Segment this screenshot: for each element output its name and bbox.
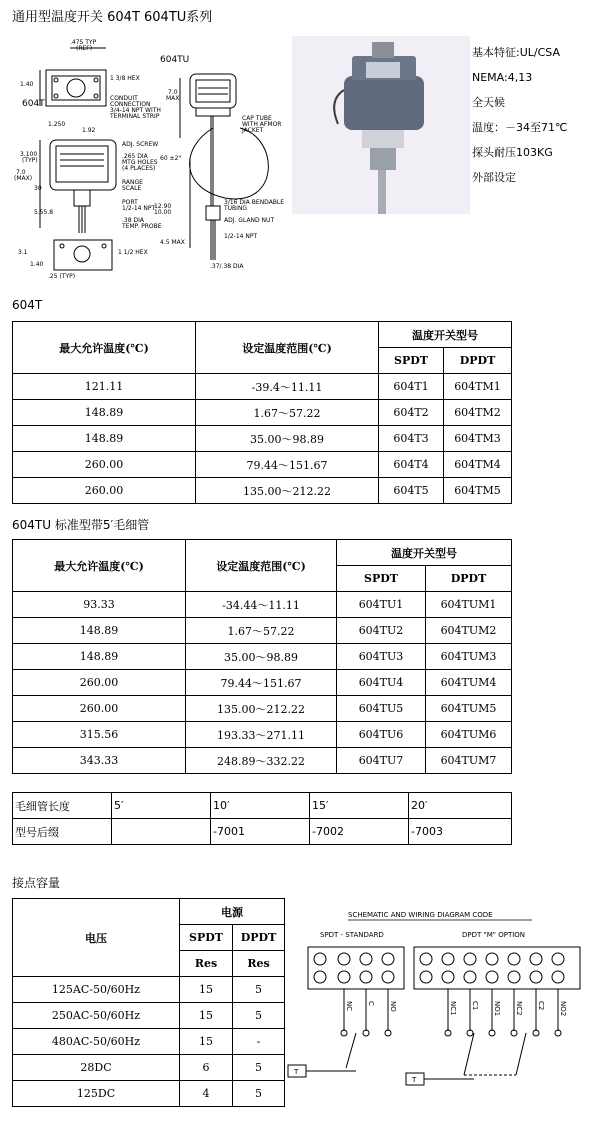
cell <box>112 819 211 845</box>
terminal-screw <box>442 971 454 983</box>
cell: -39.4～11.11 <box>196 374 379 400</box>
cell: 604T2 <box>379 400 444 426</box>
svg-text:3.1: 3.1 <box>18 249 28 256</box>
cell: 604TUM1 <box>426 592 512 618</box>
cell: 93.33 <box>13 592 186 618</box>
cell: 79.44～151.67 <box>186 670 337 696</box>
cell: 604TM5 <box>444 478 512 504</box>
svg-text:MAX: MAX <box>166 95 180 102</box>
col-res: Res <box>233 951 285 977</box>
cell: 604TU3 <box>337 644 426 670</box>
terminal-screw <box>338 971 350 983</box>
svg-text:.25 (TYP): .25 (TYP) <box>48 273 76 280</box>
cell: 型号后缀 <box>13 819 112 845</box>
table-row <box>13 452 512 478</box>
svg-text:PORT: PORT <box>122 199 138 206</box>
cell: 604TU7 <box>337 748 426 774</box>
specs-list <box>472 40 567 190</box>
svg-text:TUBING: TUBING <box>224 205 248 212</box>
terminal-label: NO2 <box>559 1001 567 1017</box>
table-row <box>13 977 285 1003</box>
cell: 604TUM3 <box>426 644 512 670</box>
svg-text:3.100: 3.100 <box>20 151 38 158</box>
terminal-screw <box>360 971 372 983</box>
terminal-label: C2 <box>537 1001 545 1011</box>
label-604t: 604T <box>22 99 45 109</box>
spdt-label: SPDT - STANDARD <box>320 931 384 939</box>
terminal-label: NO <box>389 1001 397 1012</box>
t-label: T <box>294 1068 299 1076</box>
cell: 148.89 <box>13 644 186 670</box>
spec-item: NEMA:4,13 <box>472 71 533 84</box>
svg-text:1/2-14 NPT: 1/2-14 NPT <box>224 233 258 240</box>
cell: 604TM3 <box>444 426 512 452</box>
cell: 5 <box>233 1055 285 1081</box>
dim-label-conduit: CONDUIT <box>110 95 138 102</box>
cell: - <box>233 1029 285 1055</box>
spec-item: 探头耐压103KG <box>472 146 553 159</box>
dim-label-hex: 1 3/8 HEX <box>110 75 140 82</box>
table-capillary <box>12 792 512 845</box>
cell: 148.89 <box>13 618 186 644</box>
product-photo <box>292 36 470 214</box>
cell: 250AC-50/60Hz <box>13 1003 180 1029</box>
table-contacts <box>12 898 285 1107</box>
svg-text:10.00: 10.00 <box>154 209 172 216</box>
terminal-label: NC1 <box>449 1001 457 1016</box>
terminal-screw <box>382 971 394 983</box>
svg-text:ADJ. SCREW: ADJ. SCREW <box>122 141 159 148</box>
cell: 148.89 <box>13 400 196 426</box>
cell: 260.00 <box>13 696 186 722</box>
svg-text:1 1/2 HEX: 1 1/2 HEX <box>118 249 148 256</box>
terminal-screw <box>464 971 476 983</box>
cell: 1.67～57.22 <box>196 400 379 426</box>
col-voltage: 电压 <box>13 899 180 977</box>
svg-text:7.0: 7.0 <box>16 169 26 176</box>
table-row <box>13 478 512 504</box>
cell: 4 <box>180 1081 233 1107</box>
cell: 148.89 <box>13 426 196 452</box>
cell: -34.44～11.11 <box>186 592 337 618</box>
cell: 604TM4 <box>444 452 512 478</box>
cell: 248.89～332.22 <box>186 748 337 774</box>
cell: 604TU4 <box>337 670 426 696</box>
cell: 35.00～98.89 <box>186 644 337 670</box>
dimension-drawing <box>10 28 285 280</box>
col-spdt: SPDT <box>180 925 233 951</box>
cell: 125AC-50/60Hz <box>13 977 180 1003</box>
cell: 604T5 <box>379 478 444 504</box>
cell: 15 <box>180 977 233 1003</box>
col-dpdt: DPDT <box>426 566 512 592</box>
dpdt-label: DPDT "M" OPTION <box>462 931 526 939</box>
cell: 5′ <box>112 793 211 819</box>
cell: 5 <box>233 1081 285 1107</box>
col-dpdt: DPDT <box>444 348 512 374</box>
schematic-title: SCHEMATIC AND WIRING DIAGRAM CODE <box>348 911 493 919</box>
terminal-screw <box>420 953 432 965</box>
svg-text:CONNECTION: CONNECTION <box>110 101 151 108</box>
table-row <box>13 696 512 722</box>
terminal-screw <box>338 953 350 965</box>
svg-text:.38 DIA: .38 DIA <box>122 217 144 224</box>
col-max-temp: 最大允许温度(℃) <box>13 540 186 592</box>
terminal-label: C1 <box>471 1001 479 1011</box>
cell: 121.11 <box>13 374 196 400</box>
col-range: 设定温度范围(℃) <box>196 322 379 374</box>
terminal-screw <box>442 953 454 965</box>
cell: 604TU6 <box>337 722 426 748</box>
svg-text:MTG HOLES: MTG HOLES <box>122 159 158 166</box>
page-title: 通用型温度开关 604T 604TU系列 <box>12 10 213 25</box>
cell: -7003 <box>409 819 512 845</box>
terminal-screw <box>486 953 498 965</box>
terminal-screw <box>552 953 564 965</box>
cell: 1.67～57.22 <box>186 618 337 644</box>
cell: 260.00 <box>13 670 186 696</box>
svg-text:(MAX): (MAX) <box>14 175 33 182</box>
table-row <box>13 1003 285 1029</box>
svg-text:(4 PLACES): (4 PLACES) <box>122 165 156 172</box>
svg-text:3/4-14 NPT WITH: 3/4-14 NPT WITH <box>110 107 161 114</box>
cell: 135.00～212.22 <box>196 478 379 504</box>
terminal-screw <box>508 971 520 983</box>
table-604tu <box>12 539 512 774</box>
svg-text:ADJ. GLAND NUT: ADJ. GLAND NUT <box>224 217 275 224</box>
cell: 604TUM7 <box>426 748 512 774</box>
section-label-604tu: 604TU 标准型带5′毛细管 <box>12 518 150 532</box>
cell: 10′ <box>211 793 310 819</box>
cell: 604TUM6 <box>426 722 512 748</box>
cell: 604TUM4 <box>426 670 512 696</box>
terminal-screw <box>552 971 564 983</box>
cell: 343.33 <box>13 748 186 774</box>
cell: 6 <box>180 1055 233 1081</box>
cell: 604TUM5 <box>426 696 512 722</box>
cell: 35.00～98.89 <box>196 426 379 452</box>
cell: 5 <box>233 977 285 1003</box>
t-label: T <box>412 1076 417 1084</box>
col-model: 温度开关型号 <box>379 322 512 348</box>
cell: 604TM1 <box>444 374 512 400</box>
section-label-604t: 604T <box>12 298 43 312</box>
svg-text:3/16 DIA BENDABLE: 3/16 DIA BENDABLE <box>224 199 285 206</box>
table-row <box>13 1029 285 1055</box>
604tu-head <box>190 74 236 108</box>
svg-text:1/2-14 NPT: 1/2-14 NPT <box>122 205 156 212</box>
svg-text:.265 DIA: .265 DIA <box>122 153 148 160</box>
spec-item: 全天候 <box>472 96 505 109</box>
col-power: 电源 <box>180 899 285 925</box>
table-row <box>13 1081 285 1107</box>
cell: 315.56 <box>13 722 186 748</box>
col-max-temp: 最大允许温度(℃) <box>13 322 196 374</box>
terminal-screw <box>314 953 326 965</box>
cell: 20′ <box>409 793 512 819</box>
cell: 604TM2 <box>444 400 512 426</box>
terminal-screw <box>508 953 520 965</box>
col-res: Res <box>180 951 233 977</box>
terminal-label: NC2 <box>515 1001 523 1016</box>
terminal-screw <box>420 971 432 983</box>
dim-label-140: 1.40 <box>20 81 34 88</box>
cell: 15′ <box>310 793 409 819</box>
col-model: 温度开关型号 <box>337 540 512 566</box>
cell: 604TUM2 <box>426 618 512 644</box>
cell: 15 <box>180 1029 233 1055</box>
cell: -7002 <box>310 819 409 845</box>
table-row <box>13 400 512 426</box>
svg-text:1.92: 1.92 <box>82 127 96 134</box>
table-row <box>13 722 512 748</box>
cell: -7001 <box>211 819 310 845</box>
terminal-label: C <box>367 1001 375 1006</box>
cell: 260.00 <box>13 452 196 478</box>
col-range: 设定温度范围(℃) <box>186 540 337 592</box>
svg-text:WITH AFMOR: WITH AFMOR <box>242 121 282 128</box>
svg-text:(TYP): (TYP) <box>22 157 38 164</box>
terminal-label: NO1 <box>493 1001 501 1017</box>
col-dpdt: DPDT <box>233 925 285 951</box>
svg-text:5.55.8: 5.55.8 <box>34 209 54 216</box>
table-row <box>13 374 512 400</box>
cell: 15 <box>180 1003 233 1029</box>
section-label-contacts: 接点容量 <box>12 876 61 890</box>
dim-label-ref: (REF) <box>76 45 93 52</box>
svg-text:CAP TUBE: CAP TUBE <box>242 115 272 122</box>
table-row <box>13 670 512 696</box>
terminal-screw <box>530 971 542 983</box>
cell: 毛细管长度 <box>13 793 112 819</box>
label-604tu: 604TU <box>160 55 190 65</box>
terminal-label: NC <box>345 1001 353 1012</box>
table-row <box>13 748 512 774</box>
terminal-screw <box>464 953 476 965</box>
svg-text:4.5 MAX: 4.5 MAX <box>160 239 185 246</box>
svg-text:1.40: 1.40 <box>30 261 44 268</box>
cell: 5 <box>233 1003 285 1029</box>
svg-text:SCALE: SCALE <box>122 185 142 192</box>
cell: 604TU2 <box>337 618 426 644</box>
terminal-screw <box>382 953 394 965</box>
cell: 135.00～212.22 <box>186 696 337 722</box>
terminal-screw <box>486 971 498 983</box>
table-604t <box>12 321 512 504</box>
svg-text:12.90: 12.90 <box>154 203 172 210</box>
col-spdt: SPDT <box>379 348 444 374</box>
svg-text:RANGE: RANGE <box>122 179 143 186</box>
table-row <box>13 819 512 845</box>
cell: 28DC <box>13 1055 180 1081</box>
cell: 193.33～271.11 <box>186 722 337 748</box>
svg-text:7.0: 7.0 <box>168 89 178 96</box>
terminal-screw <box>314 971 326 983</box>
cell: 604TU5 <box>337 696 426 722</box>
terminal-screw <box>530 953 542 965</box>
svg-text:TEMP. PROBE: TEMP. PROBE <box>122 223 162 230</box>
cell: 604T3 <box>379 426 444 452</box>
cell: 604T1 <box>379 374 444 400</box>
spec-item: 温度：－34至71℃ <box>472 121 568 134</box>
table-row <box>13 592 512 618</box>
col-spdt: SPDT <box>337 566 426 592</box>
cell: 125DC <box>13 1081 180 1107</box>
svg-text:60 ±2": 60 ±2" <box>160 155 182 162</box>
cell: 480AC-50/60Hz <box>13 1029 180 1055</box>
svg-text:30: 30 <box>34 185 42 192</box>
cell: 604TU1 <box>337 592 426 618</box>
svg-text:1.250: 1.250 <box>48 121 66 128</box>
cell: 79.44～151.67 <box>196 452 379 478</box>
table-row <box>13 618 512 644</box>
dim-label-475: .475 TYP <box>70 39 97 46</box>
604t-top-view <box>46 70 106 106</box>
spec-item: 外部设定 <box>472 171 516 184</box>
table-row <box>13 793 512 819</box>
svg-text:TERMINAL STRIP: TERMINAL STRIP <box>110 113 160 120</box>
spec-item: 基本特征:UL/CSA <box>472 46 560 59</box>
table-row <box>13 426 512 452</box>
table-row <box>13 1055 285 1081</box>
wiring-schematic <box>286 903 590 1113</box>
svg-text:JACKET: JACKET <box>242 127 264 134</box>
table-row <box>13 644 512 670</box>
svg-text:.37/.38 DIA: .37/.38 DIA <box>210 263 244 270</box>
cell: 604T4 <box>379 452 444 478</box>
terminal-screw <box>360 953 372 965</box>
cell: 260.00 <box>13 478 196 504</box>
